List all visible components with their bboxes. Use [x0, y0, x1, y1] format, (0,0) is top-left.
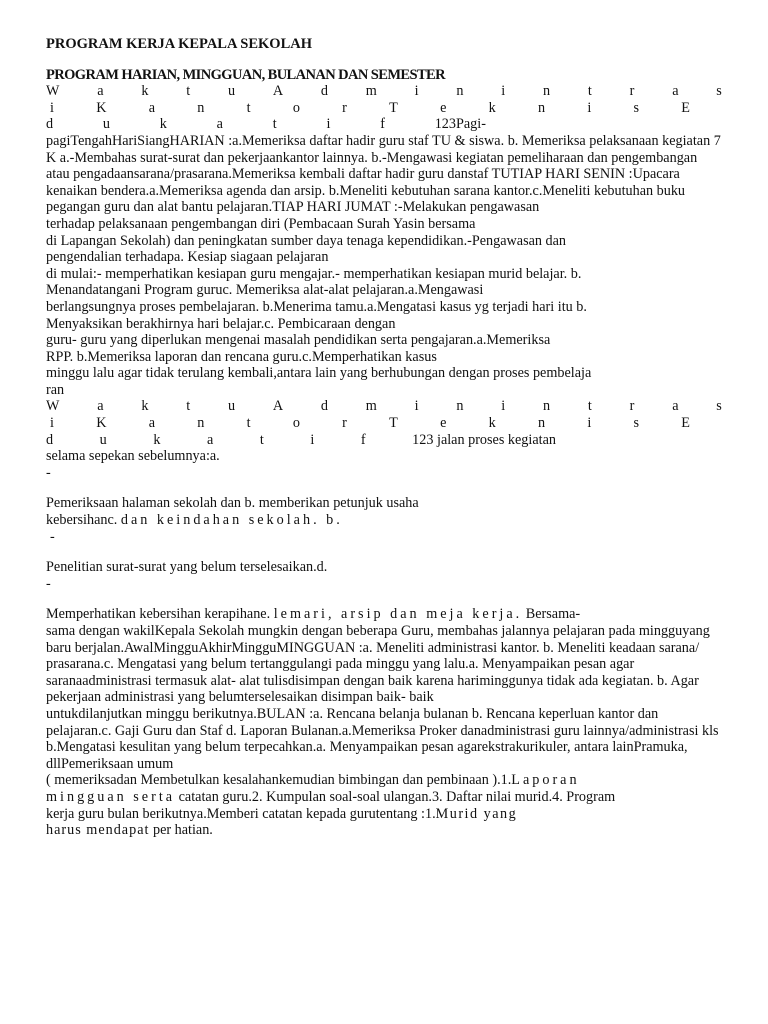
spread-letter: k [141, 398, 149, 415]
paragraph: pagiTengahHariSiangHARIAN :a.Memeriksa daftar hadir guru staf TU & siswa. b. Memeriksa pelaksanaan kegiatan 7 K a.-Membahas surat-surat dan pekerjaankantor lainnya. b.-Mengawasi kegiatan pemeliharaan dan pengembangan atau pengadaansarana/prasarana.Memeriksa kembali daftar hadir guru danstaf TUTIAP HARI SENIN :Upacara kenaikan bendera.a.Memeriksa agenda dan arsip. b.Meneliti kebutuhan sarana kantor.c.Meneliti kebutuhan buku pegangan guru dan alat bantu pelajaran.TIAP HARI JUMAT :-Melakukan pengawasan [46, 132, 721, 216]
text-line: ran [46, 381, 65, 398]
spread-letter: T [389, 415, 398, 432]
spread-letter: i [414, 398, 419, 415]
spread-letter: a [672, 398, 679, 415]
spread-letter: i [50, 99, 54, 116]
spread-letter: t [587, 83, 592, 100]
text-line [46, 512, 722, 529]
spread-letter: d [320, 83, 328, 100]
text-line [46, 822, 722, 839]
spread-letter: W [46, 83, 60, 100]
spread-letter: m [365, 398, 377, 415]
text-segment: per hatian. [152, 822, 213, 839]
spread-letter: n [537, 415, 546, 432]
spread-letter: t [259, 431, 264, 448]
spread-letter: t [246, 415, 251, 432]
spread-header-row [46, 100, 722, 117]
text-line: Menyaksikan berakhirnya hari belajar.c. Pembicaraan dengan [46, 315, 396, 332]
text-segment-spaced: mingguan serta [46, 788, 176, 805]
spread-letter: k [141, 83, 149, 100]
spread-letter: t [272, 116, 277, 133]
spread-letter: E [681, 99, 690, 116]
spread-letter: d [320, 398, 328, 415]
text-line: di Lapangan Sekolah) dan peningkatan sumber daya tenaga kependidikan.-Pengawasan dan [46, 232, 567, 249]
spread-letter: f [360, 431, 366, 448]
spread-letter: a [148, 99, 156, 116]
paragraph: untukdilanjutkan minggu berikutnya.BULAN :a. Rencana belanja bulanan b. Rencana keperluan kantor dan pelajaran.c. Gaji Guru dan Staf d. Laporan Bulanan.a.Memeriksa Proker danadministrasi guru lainnya/administrasi kls b.Mengatasi kesulitan yang belum terpecahkan.a. Menyampaikan pesan agarekstrakurikuler, antara lainPramuka, dllPemeriksaan umum [46, 705, 719, 772]
spread-letter: r [629, 83, 635, 100]
spread-letter: f [380, 116, 385, 133]
text-line [46, 789, 722, 806]
document-page [46, 36, 722, 839]
spread-letter: k [153, 431, 161, 448]
spread-letter: n [543, 398, 551, 415]
text-segment: kebersihanc. [46, 512, 118, 529]
paragraph: sama dengan wakilKepala Sekolah mungkin dengan beberapa Guru, membahas jalannya pelajaran pada mingguyang baru berjalan.AwalMingguAkhirMingguMINGGUAN :a. Meneliti administrasi kantor. b. Meneliti keadaan sarana/ prasarana.c. Mengatasi yang belum tertanggulangi pada minggu yang lalu.a. Menyampaikan pesan agar saranaadministrasi termasuk alat- alat tulisdisimpan dengan baik karena hariminggunya tidak ada kegiatan. b. Agar pekerjaan administrasi yang belumterselesaikan disimpan baik- baik [46, 623, 710, 706]
spread-letter: a [148, 415, 156, 432]
text-line: RPP. b.Memeriksa laporan dan rencana guru.c.Memperhatikan kasus [46, 348, 437, 365]
spread-letter: t [587, 398, 592, 415]
text-segment-spaced: dan keindahan sekolah. b. [120, 512, 343, 529]
text-line [46, 806, 722, 823]
spread-letter: i [50, 415, 54, 432]
text-line: Penelitian surat-surat yang belum terselesaikan.d. [46, 559, 328, 576]
spread-letter: o [292, 415, 300, 432]
spread-letter: i [414, 83, 419, 100]
spread-letter: i [310, 431, 315, 448]
spread-letter: i [587, 415, 592, 432]
spread-letter: n [197, 415, 205, 432]
spread-letter: u [99, 431, 107, 448]
text-line: selama sepekan sebelumnya:a. [46, 448, 220, 465]
spread-letter: a [216, 116, 223, 133]
spread-letter: n [197, 99, 205, 116]
spread-letter: r [629, 398, 635, 415]
text-segment-spaced: Murid yang [435, 805, 518, 822]
spread-letter: 123Pagi- [434, 116, 486, 133]
spread-letter: W [46, 398, 60, 415]
spread-letter: A [272, 83, 284, 100]
spread-letter: a [97, 398, 104, 415]
text-line: berlangsungnya proses pembelajaran. b.Menerima tamu.a.Mengatasi kasus yg terjadi hari itu b. [46, 298, 587, 315]
spread-letter: k [488, 415, 496, 432]
spread-letter: s [716, 83, 722, 100]
spread-letter: 123 jalan proses kegiatan [412, 431, 556, 448]
dash-marker: - [46, 575, 51, 592]
spread-letter: k [159, 116, 167, 133]
text-segment-spaced: harus mendapat [46, 822, 150, 839]
text-line: Pemeriksaan halaman sekolah dan b. memberikan petunjuk usaha [46, 495, 419, 512]
spread-letter: d [46, 116, 54, 133]
dash-marker: - [50, 528, 55, 545]
spread-letter: i [587, 99, 592, 116]
spread-letter: r [342, 99, 347, 116]
text-line [46, 772, 722, 789]
spread-letter: n [456, 398, 464, 415]
spread-letter: t [186, 398, 191, 415]
text-segment: catatan guru.2. Kumpulan soal-soal ulangan.3. Daftar nilai murid.4. Program [178, 788, 616, 805]
spread-letter: A [272, 398, 284, 415]
text-segment-spaced: Laporan [511, 772, 580, 789]
spread-letter: a [672, 83, 679, 100]
text-segment: Memperhatikan kebersihan kerapihane. [46, 606, 271, 623]
spread-letter: d [46, 431, 54, 448]
text-line: terhadap pelaksanaan pengembangan diri (Pembacaan Surah Yasin bersama [46, 215, 476, 232]
text-segment: ( memeriksadan Membetulkan kesalahankemudian bimbingan dan pembinaan ).1. [46, 772, 512, 789]
document-title: PROGRAM KERJA KEPALA SEKOLAH [46, 36, 312, 52]
spread-letter: T [389, 99, 398, 116]
text-line [46, 606, 722, 623]
spread-letter: s [633, 415, 640, 432]
spread-header-row [46, 398, 722, 415]
spread-letter: u [227, 83, 236, 100]
spread-letter: a [206, 431, 214, 448]
spread-letter: E [681, 415, 690, 432]
text-segment: kerja guru bulan berikutnya.Memberi catatan kepada gurutentang :1. [46, 805, 436, 822]
spread-header-row [46, 432, 556, 449]
spread-letter: s [716, 398, 722, 415]
spread-letter: u [102, 116, 110, 133]
spread-letter: K [96, 99, 107, 116]
spread-letter: n [537, 99, 546, 116]
dash-marker: - [46, 464, 51, 481]
spread-letter: u [227, 398, 236, 415]
spread-letter: n [543, 83, 551, 100]
text-line: minggu lalu agar tidak terulang kembali,antara lain yang berhubungan dengan proses pembelaja [46, 365, 592, 382]
document-subtitle: PROGRAM HARIAN, MINGGUAN, BULANAN DAN SEMESTER [46, 66, 445, 83]
text-segment: Bersama- [525, 606, 581, 623]
spread-header-row [46, 415, 722, 432]
text-line: Menandatangani Program guruc. Memeriksa alat-alat pelajaran.a.Mengawasi [46, 282, 484, 299]
spread-letter: K [96, 415, 107, 432]
spread-letter: t [186, 83, 191, 100]
spread-letter: k [488, 99, 496, 116]
spread-letter: n [456, 83, 464, 100]
text-line: di mulai:- memperhatikan kesiapan guru mengajar.- memperhatikan kesiapan murid belajar. b. [46, 265, 582, 282]
spread-letter: r [342, 415, 347, 432]
spread-letter: i [501, 398, 506, 415]
spread-letter: t [246, 99, 251, 116]
spread-header-row [46, 83, 722, 100]
text-line: guru- guru yang diperlukan mengenai masalah pendidikan serta pengajaran.a.Memeriksa [46, 332, 551, 349]
spread-letter: e [440, 415, 447, 432]
spread-letter: i [326, 116, 331, 133]
spread-letter: o [292, 99, 300, 116]
spread-letter: m [365, 83, 377, 100]
spread-letter: a [97, 83, 104, 100]
text-line: pengendalian terhadapa. Kesiap siagaan pelajaran [46, 249, 329, 266]
spread-letter: e [440, 99, 447, 116]
text-segment-spaced: lemari, arsip dan meja kerja. [273, 606, 523, 623]
spread-letter: i [501, 83, 506, 100]
spread-letter: s [633, 99, 640, 116]
spread-header-row [46, 116, 486, 133]
